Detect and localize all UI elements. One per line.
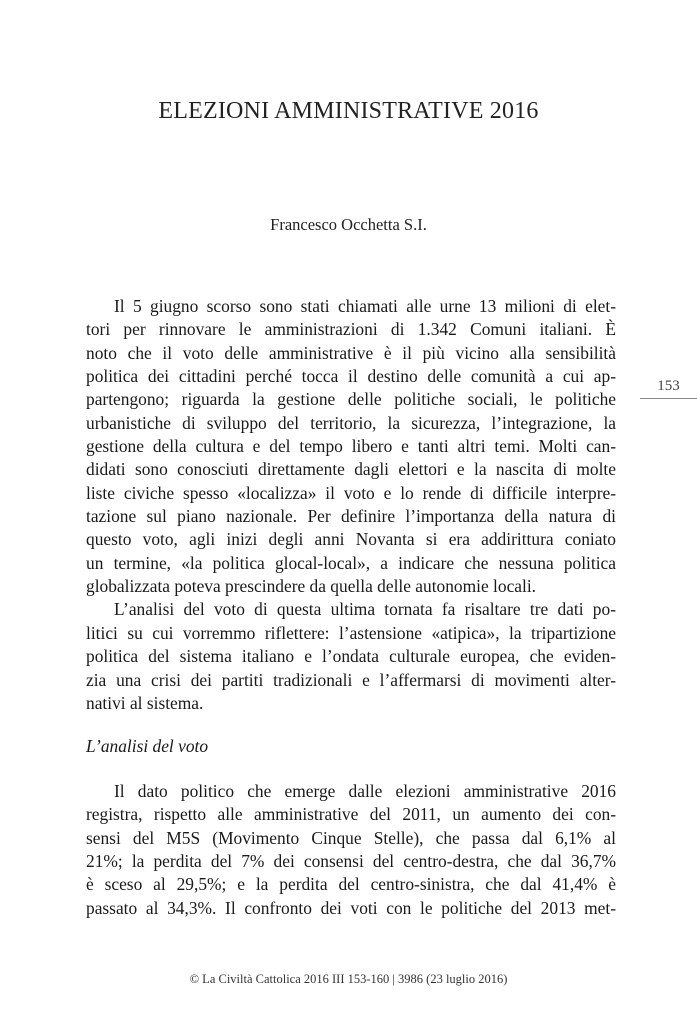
text-line: Il 5 giugno scorso sono stati chiamati alle urne 13 milioni di elet- <box>114 296 616 316</box>
text-line: politica del sistema italiano e l’ondata culturale europea, che eviden- <box>86 646 616 667</box>
text-line: litici su cui vorremmo riflettere: l’astensione «atipica», la tripartizione <box>86 622 616 643</box>
text-line: passato al 34,3%. Il confronto dei voti con le politiche del 2013 met- <box>86 897 616 918</box>
text-line: tori per rinnovare le amministrazioni di 1.342 Comuni italiani. È <box>86 319 616 340</box>
text-line: nativi al sistema. <box>86 692 204 713</box>
text-line: tazione sul piano nazionale. Per definire l’importanza della natura di <box>86 506 616 527</box>
text-line: gestione della cultura e del tempo libero e tanti altri temi. Molti can- <box>86 436 616 457</box>
text-line: è sceso al 29,5%; e la perdita del centro-sinistra, che dal 41,4% è <box>86 874 616 895</box>
text-line: questo voto, agli inizi degli anni Novanta si era addirittura coniato <box>86 529 616 550</box>
page-number: 153 <box>657 378 680 394</box>
page-number-rule <box>640 398 697 399</box>
text-line: 21%; la perdita del 7% dei consensi del centro-destra, che dal 36,7% <box>86 851 616 872</box>
text-line: registra, rispetto alle amministrative del 2011, un aumento dei con- <box>86 804 616 825</box>
text-line: zia una crisi dei partiti tradizionali e l’affermarsi di movimenti alter- <box>86 669 616 690</box>
text-line: Il dato politico che emerge dalle elezioni amministrative 2016 <box>114 781 616 801</box>
text-line: un termine, «la politica glocal-local», a indicare che nessuna politica <box>86 552 616 573</box>
text-line: partengono; riguarda la gestione delle politiche sociali, le politiche <box>86 389 616 410</box>
text-line: didati sono conosciuti direttamente dagli elettori e la nascita di molte <box>86 459 616 480</box>
text-line: politica dei cittadini perché tocca il destino delle comunità a cui ap- <box>86 366 616 387</box>
section-heading: L’analisi del voto <box>86 736 209 756</box>
text-line: sensi del M5S (Movimento Cinque Stelle), che passa dal 6,1% al <box>86 827 616 848</box>
text-line: liste civiche spesso «localizza» il voto e lo rende di difficile interpre- <box>86 482 616 503</box>
text-line: globalizzata poteva prescindere da quella delle autonomie locali. <box>86 576 537 597</box>
section-text <box>86 780 616 920</box>
footer-citation: © La Civiltà Cattolica 2016 III 153-160 | 3986 (23 luglio 2016) <box>189 972 508 986</box>
author-name: Francesco Occhetta S.I. <box>270 215 427 234</box>
text-line: urbanistiche di sviluppo del territorio, la sicurezza, l’integrazione, la <box>86 412 616 433</box>
text-line: L’analisi del voto di questa ultima tornata fa risaltare tre dati po- <box>114 599 616 620</box>
intro-text <box>86 295 616 715</box>
text-line: noto che il voto delle amministrative è il più vicino alla sensibilità <box>86 342 616 363</box>
article-title: ELEZIONI AMMINISTRATIVE 2016 <box>158 98 539 124</box>
